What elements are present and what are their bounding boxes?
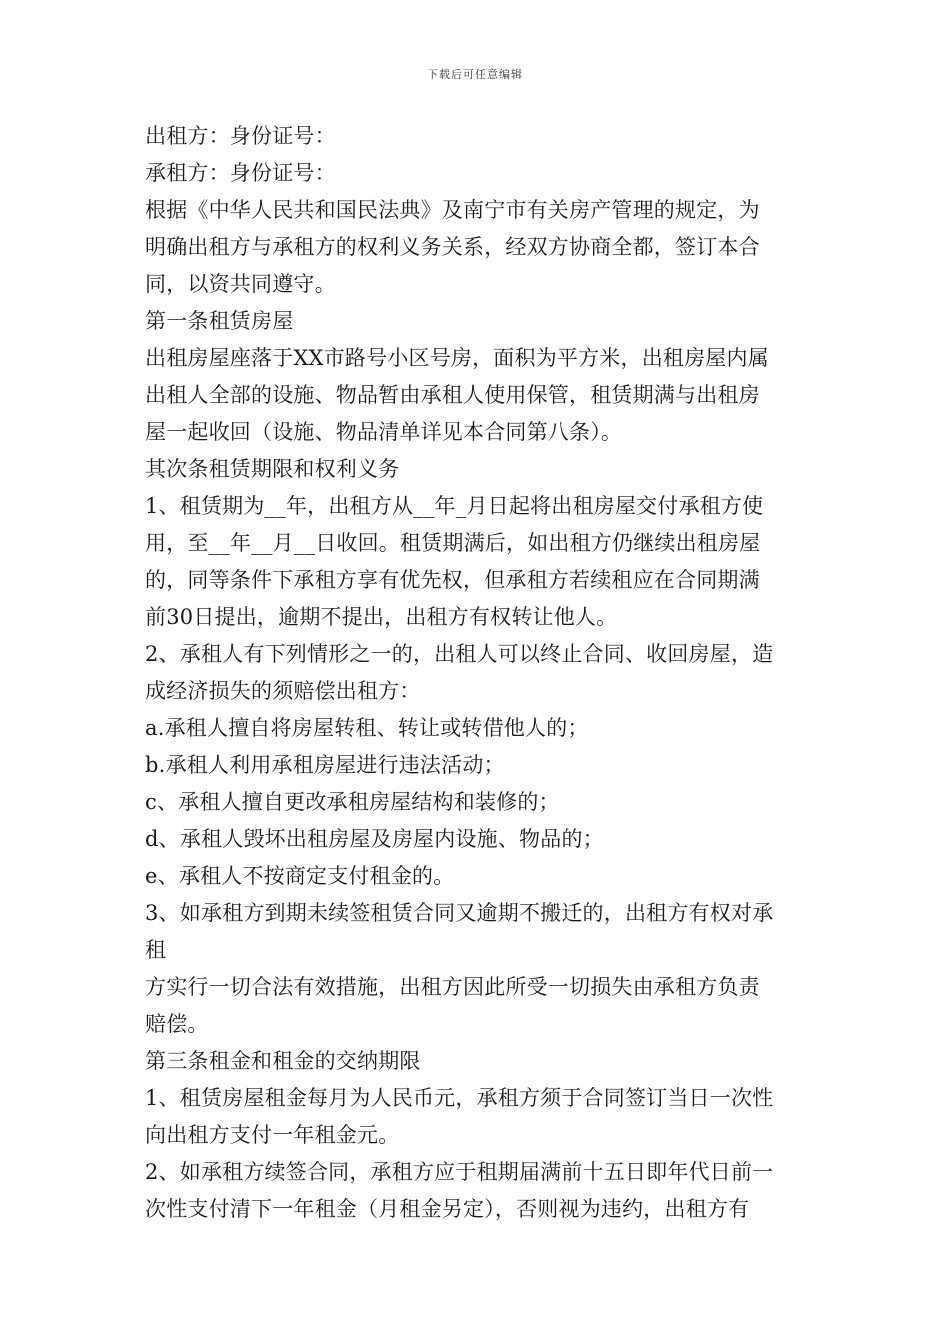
section-heading: 第三条租金和租金的交纳期限: [145, 1049, 421, 1073]
text-line: 1、租赁房屋租金每月为人民币元，承租方须于合同签订当日一次性: [145, 1086, 774, 1110]
text-line: 3、如承租方到期未续签租赁合同又逾期不搬迁的，出租方有权对承: [145, 901, 774, 925]
text-line: 根据《中华人民共和国民法典》及南宁市有关房产管理的规定，为: [145, 198, 760, 222]
text-line: 承租方：身份证号：: [145, 161, 336, 185]
text-line: 前30日提出，逾期不提出，出租方有权转让他人。: [145, 605, 618, 629]
list-item: e、承租人不按商定支付租金的。: [145, 864, 455, 888]
text-line: 的，同等条件下承租方享有优先权，但承租方若续租应在合同期满: [145, 568, 760, 592]
text-line: 出租房屋座落于XX市路号小区号房，面积为平方米，出租房屋内属: [145, 346, 769, 370]
list-item: b.承租人利用承租房屋进行违法活动；: [145, 753, 505, 777]
text-line: 2、承租人有下列情形之一的，出租人可以终止合同、收回房屋，造: [145, 642, 774, 666]
list-item: a.承租人擅自将房屋转租、转让或转借他人的；: [145, 716, 589, 740]
document-body: [145, 118, 810, 1228]
text-line: 出租方：身份证号：: [145, 124, 336, 148]
list-item: c、承租人擅自更改承租房屋结构和装修的；: [145, 790, 560, 814]
text-line: 方实行一切合法有效措施，出租方因此所受一切损失由承租方负责: [145, 975, 760, 999]
text-line: 1、租赁期为__年，出租方从__年_月日起将出租房屋交付承租方使: [145, 494, 764, 518]
text-line: 向出租方支付一年租金元。: [145, 1123, 400, 1147]
section-heading: 其次条租赁期限和权利义务: [145, 457, 400, 481]
text-line: 2、如承租方续签合同，承租方应于租期届满前十五日即年代日前一: [145, 1160, 774, 1184]
text-line: 成经济损失的须赔偿出租方：: [145, 679, 421, 703]
text-line: 明确出租方与承租方的权利义务关系，经双方协商全都，签订本合: [145, 235, 760, 259]
list-item: d、承租人毁坏出租房屋及房屋内设施、物品的；: [145, 827, 604, 851]
text-line: 用，至__年__月__日收回。租赁期满后，如出租方仍继续出租房屋: [145, 531, 761, 555]
section-heading: 第一条租赁房屋: [145, 309, 294, 333]
page-header: 下载后可任意编辑: [427, 68, 523, 81]
text-line: 次性支付清下一年租金（月租金另定），否则视为违约，出租方有: [145, 1197, 750, 1221]
text-line: 屋一起收回（设施、物品清单详见本合同第八条）。: [145, 420, 623, 444]
text-line: 赔偿。: [145, 1012, 209, 1036]
text-line: 租: [145, 938, 167, 962]
text-line: 出租人全部的设施、物品暂由承租人使用保管，租赁期满与出租房: [145, 383, 760, 407]
text-line: 同，以资共同遵守。: [145, 272, 336, 296]
